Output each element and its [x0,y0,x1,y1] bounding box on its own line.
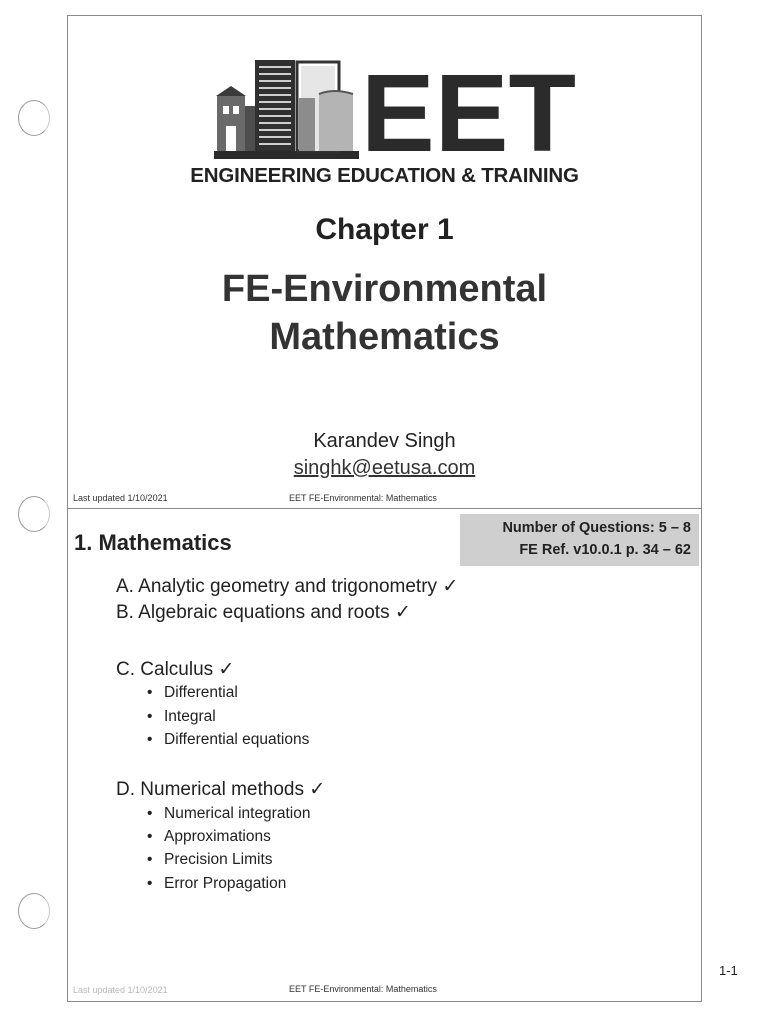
sub-item: • Numerical integration [164,805,310,823]
slide-heading: 1. Mathematics [74,530,232,555]
fe-reference: FE Ref. v10.0.1 p. 34 – 62 [519,542,691,558]
list-item-b: B. Algebraic equations and roots ✓ [116,602,411,623]
list-item-c: C. Calculus ✓ [116,659,235,680]
slide-footer: EET FE-Environmental: Mathematics [289,493,437,503]
content-slide [67,508,702,1002]
slide-title-line1: FE-Environmental [221,268,548,310]
info-box [460,514,699,566]
sub-item: • Error Propagation [164,875,286,893]
sub-item: • Differential [164,684,238,702]
page-number: 1-1 [719,963,738,978]
binder-hole [18,893,50,929]
author-name: Karandev Singh [313,430,456,452]
list-item-a: A. Analytic geometry and trigonometry ✓ [116,576,459,597]
sub-item: • Approximations [164,828,271,846]
sub-item: • Integral [164,708,216,726]
building-icon [214,60,359,159]
binder-hole [18,496,50,532]
slide-footer: EET FE-Environmental: Mathematics [289,984,437,994]
title-slide [67,15,702,512]
eet-logo [211,56,581,161]
org-name: ENGINEERING EDUCATION & TRAINING [190,164,579,187]
binder-hole [18,100,50,136]
list-item-d: D. Numerical methods ✓ [116,779,326,800]
question-count: Number of Questions: 5 – 8 [502,520,691,536]
last-updated: Last updated 1/10/2021 [73,493,168,503]
last-updated: Last updated 1/10/2021 [73,985,168,995]
slide-title-line2: Mathematics [269,316,500,358]
sub-item: • Precision Limits [164,851,273,869]
chapter-label: Chapter 1 [315,213,454,246]
sub-item: • Differential equations [164,731,309,749]
author-email-link[interactable]: singhk@eetusa.com [293,457,476,479]
svg-text:EET: EET [361,56,576,161]
